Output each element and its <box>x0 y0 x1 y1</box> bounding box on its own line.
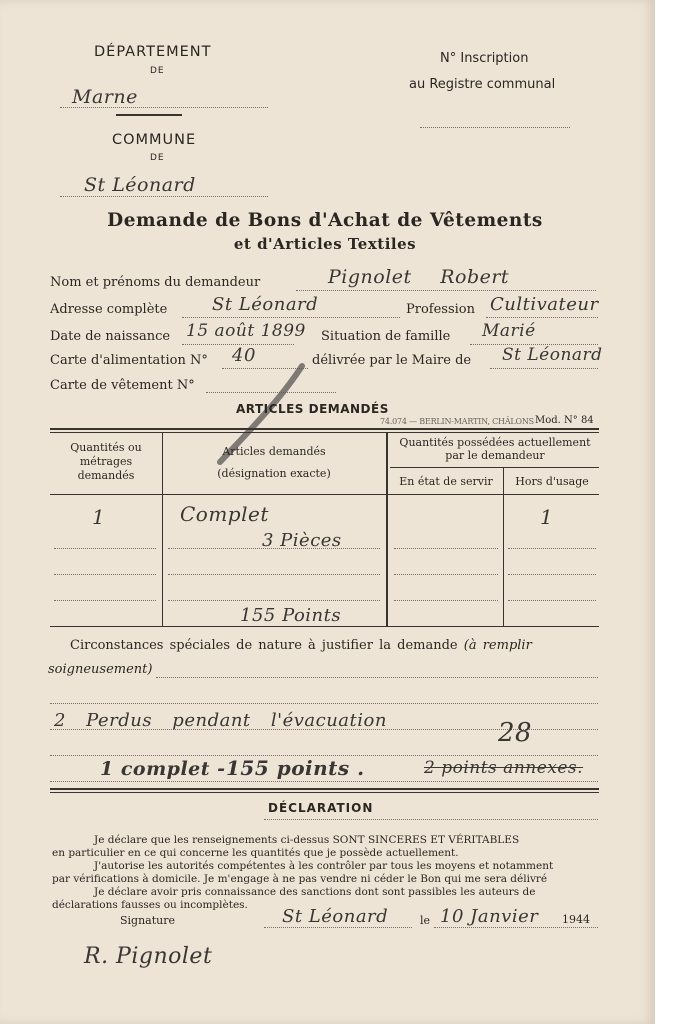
form-subtitle: et d'Articles Textiles <box>233 235 417 253</box>
row-guide <box>54 548 156 549</box>
circonstances-text-1: 2 Perdus pendant l'évacuation <box>54 710 387 731</box>
inscription-label-1: N° Inscription <box>440 51 529 66</box>
alimentation-label: Carte d'alimentation N° <box>50 353 208 368</box>
delivree-label: délivrée par le Maire de <box>312 353 472 368</box>
nom-line <box>296 290 596 291</box>
declaration-p3b: déclarations fausses ou incomplètes. <box>52 899 248 911</box>
situation-value: Marié <box>482 321 536 341</box>
circonstances-label-paren: (à remplir <box>463 638 532 653</box>
col-etat-header: En état de servir <box>399 475 493 488</box>
col-articles-subheader: (désignation exacte) <box>217 467 331 480</box>
row-points: 155 Points <box>240 605 342 626</box>
declaration-p2b: par vérifications à domicile. Je m'engage à ne pas vendre ni céder le Bon qui me sera délivré <box>52 873 548 885</box>
table-top-border-inner <box>50 432 599 433</box>
naissance-value: 15 août 1899 <box>186 321 306 341</box>
declaration-heading: DÉCLARATION <box>268 801 374 815</box>
col-quantites-header: Quantités ou métrages demandés <box>70 441 142 482</box>
adresse-line <box>182 317 400 318</box>
table-col-divider-1 <box>162 433 163 627</box>
row-guide <box>394 574 498 575</box>
alimentation-value: 40 <box>232 345 256 366</box>
declaration-p1b: en particulier en ce qui concerne les quantités que je possède actuellement. <box>52 847 459 859</box>
row-guide <box>394 548 498 549</box>
profession-value: Cultivateur <box>490 294 599 315</box>
nom-label: Nom et prénoms du demandeur <box>50 275 261 290</box>
inscription-label-2: au Registre communal <box>409 77 556 92</box>
le-label: le <box>420 914 431 927</box>
row-guide <box>54 600 156 601</box>
adresse-value: St Léonard <box>212 294 319 315</box>
declaration-top-border-inner <box>50 792 599 793</box>
row-quantity: 1 <box>92 505 106 529</box>
nom-value: Pignolet Robert <box>328 266 510 288</box>
circonstances-label <box>70 638 532 653</box>
print-reference: 74.074 — BERLIN-MARTIN, CHÂLONS <box>380 417 534 426</box>
circonstances-line-5 <box>50 781 598 782</box>
naissance-label: Date de naissance <box>50 329 171 344</box>
row-guide <box>394 600 498 601</box>
row-guide <box>54 574 156 575</box>
de-label-1: DE <box>150 66 165 76</box>
col-possedees-header: Quantités possédées actuellement par le demandeur <box>399 436 591 462</box>
declaration-p3a: Je déclare avoir pris connaissance des sanctions dont sont passibles les auteurs de <box>94 886 536 898</box>
form-title: Demande de Bons d'Achat de Vêtements <box>107 210 543 231</box>
circonstances-text-2a: 1 complet - <box>100 758 226 780</box>
row-guide <box>508 548 596 549</box>
model-number: Mod. N° 84 <box>535 415 594 426</box>
row-article-sub: 3 Pièces <box>262 530 342 551</box>
row-guide <box>508 600 596 601</box>
circonstances-text-2c: 2 points annexes. <box>424 758 584 778</box>
commune-line <box>60 196 268 197</box>
row-hors: 1 <box>540 505 554 529</box>
table-bottom-border <box>50 626 599 627</box>
col-hors-header: Hors d'usage <box>515 475 589 488</box>
declaration-top-border <box>50 788 599 790</box>
circonstances-label-main: Circonstances spéciales de nature à justifier la demande <box>70 638 458 653</box>
circonstances-correction: 28 <box>498 718 533 748</box>
commune-label: COMMUNE <box>112 132 197 148</box>
delivree-line <box>490 368 598 369</box>
circonstances-text-2b: 155 points . <box>226 756 365 780</box>
table-col-divider-3 <box>503 468 504 627</box>
circonstances-line-1 <box>156 677 598 678</box>
situation-label: Situation de famille <box>321 329 451 344</box>
table-header-bottom <box>50 494 599 495</box>
date-value: 10 Janvier <box>440 906 539 927</box>
departement-label: DÉPARTEMENT <box>94 44 212 60</box>
year-value: 1944 <box>562 913 590 926</box>
profession-label: Profession <box>406 302 475 317</box>
declaration-underline <box>264 819 598 820</box>
table-col-divider-2 <box>386 433 388 627</box>
de-label-2: DE <box>150 153 165 163</box>
signature-label: Signature <box>120 914 176 927</box>
table-top-border <box>50 428 599 430</box>
table-subheader-line <box>390 467 599 468</box>
adresse-label: Adresse complète <box>50 302 168 317</box>
row-guide <box>168 574 380 575</box>
vetement-label: Carte de vêtement N° <box>50 378 195 393</box>
signature: R. Pignolet <box>84 944 213 969</box>
delivree-value: St Léonard <box>502 345 603 365</box>
row-article: Complet <box>180 502 269 526</box>
declaration-p2a: J'autorise les autorités compétentes à les contrôler par tous les moyens et notamment <box>94 860 554 872</box>
departement-value: Marne <box>72 86 138 108</box>
profession-line <box>486 317 598 318</box>
row-guide <box>168 600 380 601</box>
place-line <box>264 927 412 928</box>
col-articles-header: Articles demandés <box>222 445 326 458</box>
header-divider <box>116 114 182 116</box>
commune-value: St Léonard <box>84 174 196 196</box>
declaration-p1a: Je déclare que les renseignements ci-dessus SONT SINCERES ET VÉRITABLES <box>94 834 520 846</box>
place-value: St Léonard <box>282 906 389 927</box>
row-guide <box>508 574 596 575</box>
circonstances-line-2 <box>50 703 598 704</box>
departement-line <box>60 107 268 108</box>
circonstances-label-cont: soigneusement) <box>48 662 153 677</box>
date-line <box>434 927 598 928</box>
articles-heading: ARTICLES DEMANDÉS <box>236 402 389 416</box>
inscription-line <box>420 127 570 128</box>
